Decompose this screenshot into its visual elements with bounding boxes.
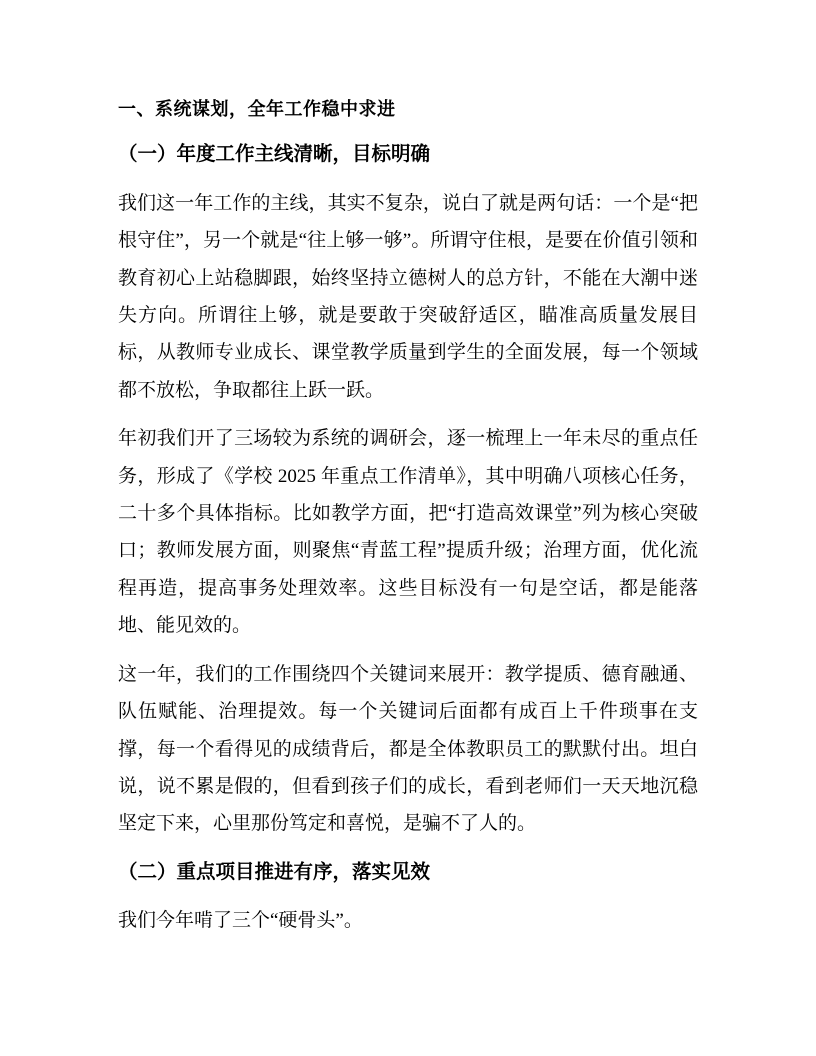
body-paragraph: 这一年，我们的工作围绕四个关键词来展开：教学提质、德育融通、队伍赋能、治理提效。每一个关键词后面都有成百上千件琐事在支撑，每一个看得见的成绩背后，都是全体教职员工的默默付出。坦白说，说不累是假的，但看到孩子们的成长，看到老师们一天天地沉稳坚定下来，心里那份笃定和喜悦，是骗不了人的。 [118,663,698,835]
main-heading: 一、系统谋划，全年工作稳中求进 [118,99,396,119]
subsection-heading-1: （一）年度工作主线清晰，目标明确 [118,143,431,166]
body-paragraph: 年初我们开了三场较为系统的调研会，逐一梳理上一年未尽的重点任务，形成了《学校 2025 年重点工作清单》，其中明确八项核心任务，二十多个具体指标。比如教学方面，把“打造高效课堂”列为核心突破口；教师发展方面，则聚焦“青蓝工程”提质升级；治理方面，优化流程再造，提高事务处理效率。这些目标没有一句是空话，都是能落地、能见效的。 [118,428,698,637]
body-paragraph: 我们今年啃了三个“硬骨头”。 [118,910,363,932]
body-paragraph: 我们这一年工作的主线，其实不复杂，说白了就是两句话：一个是“把根守住”，另一个就是“往上够一够”。所谓守住根，是要在价值引领和教育初心上站稳脚跟，始终坚持立德树人的总方针，不能在大潮中迷失方向。所谓往上够，就是要敢于突破舒适区，瞄准高质量发展目标，从教师专业成长、课堂教学质量到学生的全面发展，每一个领域都不放松，争取都往上跃一跃。 [118,192,698,401]
subsection-heading-2: （二）重点项目推进有序，落实见效 [118,860,431,883]
